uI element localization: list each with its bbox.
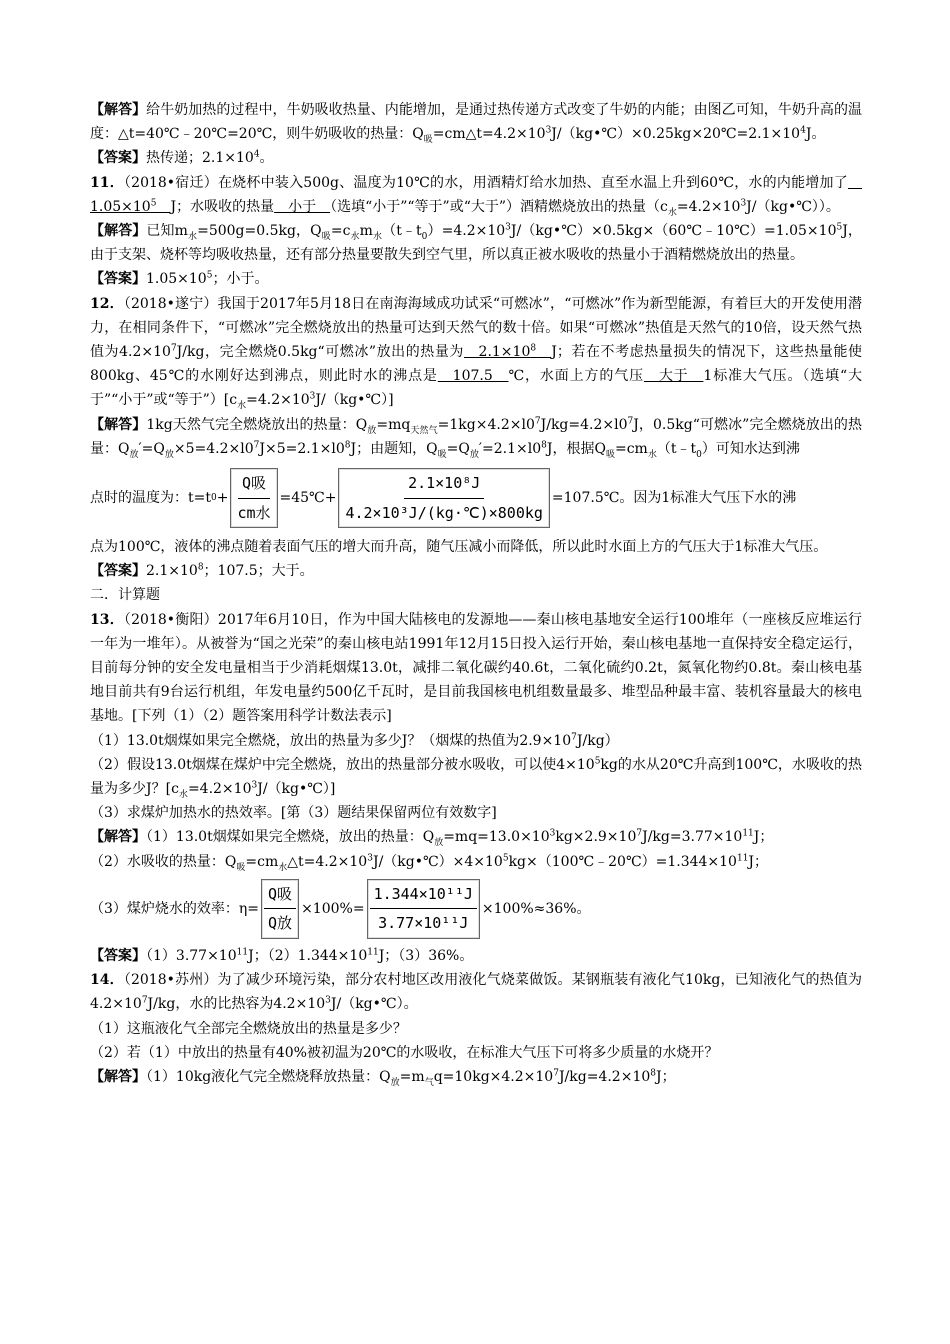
section-heading: 二．计算题 <box>90 587 160 604</box>
question-12: 12．（2018•遂宁）我国于2017年5月18日在南海海域成功试采“可燃冰”，“可燃冰”作为新型能源，有着巨大的开发使用潜力，在相同条件下，“可燃冰”完全燃烧放出的热量可达到天然气的数十倍。如果“可燃冰”热值是天然气的10倍，设天然气热值为$4.2\times 10^7J/kg$，完全燃烧0.5kg“可燃冰”放出的热量为 $2.1\times 10^8$ J；若在不考虑热量损失的情况下，这些热量能使800kg、45℃的水刚好达到沸点，则此时水的沸点是 107.5 ℃，水面上方的气压 大于 1标准大气压。（选填“大于”“小于”或“等于$”)[c_水=4.2\times 10^3J/(kg•℃)]$ <box>90 295 863 412</box>
solution-continued: 点为100℃，液体的沸点随着表面气压的增大而升高，随气压减小而降低，所以此时水面上方的气压大于1标准大气压。 <box>90 539 828 556</box>
answer-label: 【答案】 <box>90 947 146 964</box>
answer-blank: 小于 <box>274 198 331 215</box>
document-page <box>90 98 862 1089</box>
solution-label: 【解答】 <box>90 829 146 846</box>
answer-paragraph: 【答案】$1.05\times 10^5$；小于。 <box>90 270 269 288</box>
sub-question: （3）求煤炉加热水的热效率。[第（3）题结果保留两位有效数字] <box>90 805 497 822</box>
formula-line: 点时的温度为：t=t 0 + $\frac{\text{Q吸}}{\text{cm水}}$ =45℃+ $\frac{\text{2.1×10⁸J}}{\text{4.2×10³J/(kg·℃)×800kg}}$ =107.5℃。因为1标准大气压下水的沸 <box>90 461 862 535</box>
sub-question: （1）这瓶液化气全部完全燃烧放出的热量是多少？ <box>90 1020 407 1037</box>
question-number: 12． <box>90 295 124 312</box>
answer-label: 【答案】 <box>90 271 146 288</box>
answer-blank: 大于 <box>643 368 704 385</box>
question-13: 13．（2018•衡阳）2017年6月10日，作为中国大陆核电的发源地——秦山核电基地安全运行100堆年（一座核反应堆运行一年为一堆年）。从被誉为“国之光荣”的秦山核电站1991年12月15日投入运行开始，秦山核电基地一直保持安全稳定运行，目前每分钟的安全发电量相当于少消耗烟煤13.0t，减排二氧化碳约40.6t，二氧化硫约0.2t，氮氧化物约0.8t。秦山核电基地目前共有9台运行机组，年发电量约500亿千瓦时，是目前我国核电机组数量最多、堆型品种最丰富、装机容量最大的核电基地。[下列（1）（2）题答案用科学计数法表示] <box>90 611 862 725</box>
question-14: 14．（2018•苏州）为了减少环境污染，部分农村地区改用液化气烧菜做饭。某钢瓶装有液化气10kg，已知液化气的热值为$4.2\times 10^7J/kg$，水的比热容为$4.2\times 10^3J/(kg•℃)$。 <box>90 972 862 1013</box>
answer-paragraph: 【答案】$2.1\times 10^8$；107.5；大于。 <box>90 562 314 580</box>
solution-paragraph: 【解答】给牛奶加热的过程中，牛奶吸收热量、内能增加，是通过热传递方式改变了牛奶的内能；由图乙可知，牛奶升高的温度：△t=40℃﹣20℃=20℃，则牛奶吸收的热量：$Q_吸=cm\triangle t=4.2\times 10^3J/(kg•℃)\times 0.25kg\times 20℃=2.1\times 10^4J$。 <box>90 102 863 145</box>
answer-paragraph: 【答案】$(1)3.77\times 10^{11}J$；$(2)1.344\times 10^{11}J$；（3）36%。 <box>90 947 474 964</box>
solution-label: 【解答】 <box>90 416 147 433</box>
formula-line: （3）煤炉烧水的效率：η= $\frac{\text{Q吸}}{\text{Q放}}$ ×100%= $\frac{\text{1.344×10¹¹J}}{\text{3.77×10¹¹J}}$ ×100%≈36%。 <box>90 874 862 944</box>
sub-question: （2）假设13.0t烟煤在煤炉中完全燃烧，放出的热量部分被水吸收，可以使$4\times 10^5kg$的水从20℃升高到100℃，水吸收的热量为多少J？$[c_水=4.2\times 10^3J/(kg•℃)]$ <box>90 756 862 800</box>
solution-label: 【解答】 <box>90 1068 146 1085</box>
answer-blank: $2.1\times 10^8$ <box>463 343 537 361</box>
solution-paragraph: 【解答】（1）10kg液化气完全燃烧释放热量：$Q_放=m_气q=10kg\times 4.2\times 10^7J/kg=4.2\times 10^8J$； <box>90 1068 676 1088</box>
formula-fraction-image: $\frac{\text{Q吸}}{\text{cm水}}$ <box>230 468 277 527</box>
solution-paragraph: 【解答】（1）13.0t烟煤如果完全燃烧，放出的热量：$Q_放=mq=13.0\times 10^3kg\times 2.9\times 10^7J/kg=3.77\times 10^{11}J$； <box>90 828 774 849</box>
answer-blank: $1.05\times 10^5$ <box>90 174 862 215</box>
answer-blank: 107.5 <box>437 368 509 385</box>
solution-step: （2）水吸收的热量：$Q_吸=cm_水\triangle t=4.2\times 10^3J/(kg•℃)\times 4\times 10^5kg\times(100℃﹣20℃)=1.344\times 10^{11}J$； <box>90 853 769 873</box>
answer-label: 【答案】 <box>90 150 146 167</box>
question-11: 11．（2018•宿迁）在烧杯中装入500g、温度为10℃的水，用酒精灯给水加热、直至水温上升到60℃，水的内能增加了 $1.05\times 10^5$ J；水吸收的热量 小于 （选填“小于”“等于”或“大于”）酒精燃烧放出的热量$(c_水=4.2\times 10^3J/(kg•℃))$。 <box>90 174 862 218</box>
solution-paragraph: 【解答】已知$m_水=500g=0.5kg$，$Q_吸=c_水m_水(t﹣t_0)=4.2\times 10^3J/(kg•℃)\times 0.5kg\times(60℃﹣10℃)=1.05\times 10^5J$，由于支架、烧杯等均吸收热量，还有部分热量要散失到空气里，所以真正被水吸收的热量小于酒精燃烧放出的热量。 <box>90 222 862 264</box>
formula-fraction-image: $\frac{\text{2.1×10⁸J}}{\text{4.2×10³J/(kg·℃)×800kg}}$ <box>338 468 549 527</box>
solution-paragraph: 【解答】1kg天然气完全燃烧放出的热量：$Q_放=mq_{天然气}=1kg\times 4.2\times l0^7J/kg=4.2\times l0^7J$，0.5kg“可燃冰”完全燃烧放出的热量：$Q_放'=Q_放\times 5=4.2\times l0^7J\times 5=2.1\times l0^8J$；由题知，$Q_吸=Q_放'=2.1\times l0^8J$，根据$Q_吸=cm_水(t﹣t_0)$可知水达到沸 <box>90 415 862 460</box>
formula-fraction-image: $\frac{\text{Q吸}}{\text{Q放}}$ <box>261 879 299 938</box>
formula-fraction-image: $\frac{\text{1.344×10¹¹J}}{\text{3.77×10¹¹J}}$ <box>367 879 480 938</box>
question-number: 14． <box>90 972 124 989</box>
question-number: 11． <box>90 174 124 191</box>
solution-label: 【解答】 <box>90 102 147 118</box>
answer-label: 【答案】 <box>90 563 146 580</box>
answer-paragraph: 【答案】热传递；$2.1\times 10^4$。 <box>90 149 274 167</box>
solution-label: 【解答】 <box>90 223 147 240</box>
question-number: 13． <box>90 611 124 628</box>
sub-question: （2）若（1）中放出的热量有40%被初温为20℃的水吸收，在标准大气压下可将多少质量的水烧开？ <box>90 1044 719 1061</box>
sub-question: （1）13.0t烟煤如果完全燃烧，放出的热量为多少J？（烟煤的热值为$2.9\times 10^7J/kg$） <box>90 732 619 749</box>
